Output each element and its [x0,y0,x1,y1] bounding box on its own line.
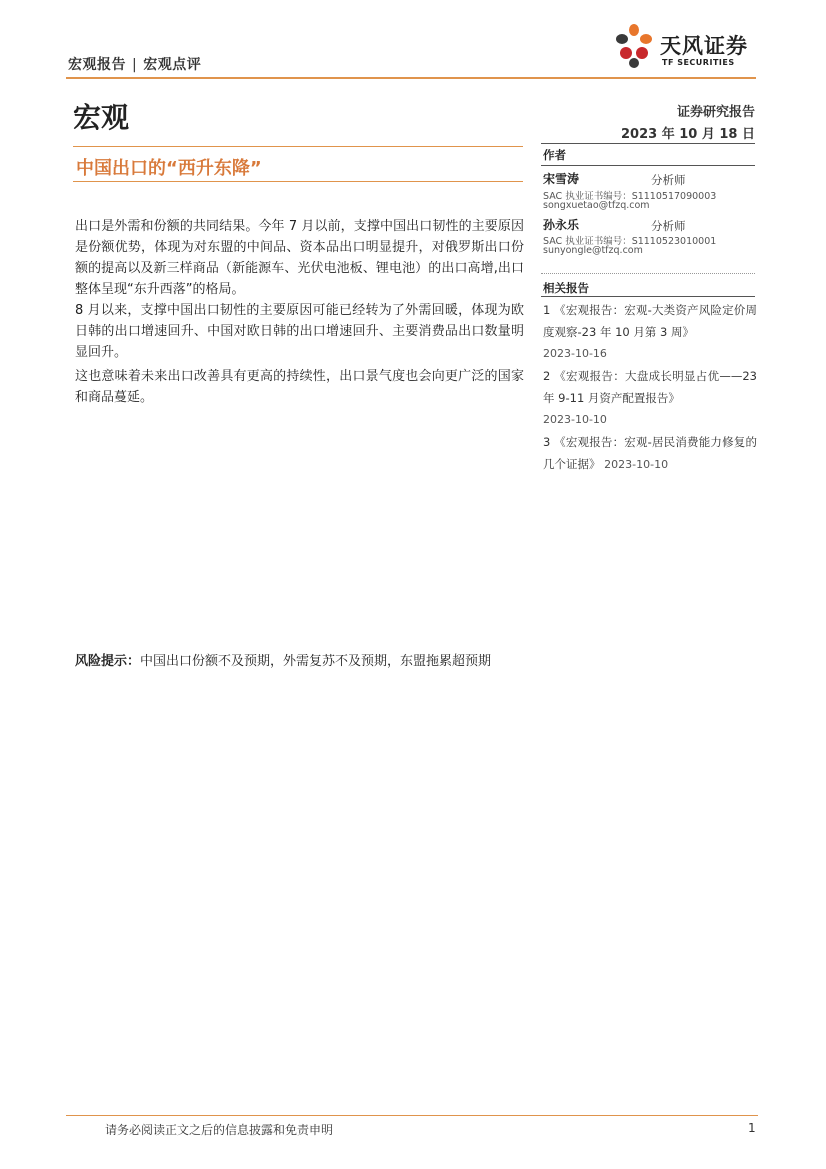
risk-warning [75,650,535,669]
report-date: 2023 年 10 月 18 日 [621,127,755,142]
footer-disclaimer: 请务必阅读正文之后的信息披露和免责申明 [105,1123,334,1137]
logo-name-en: TF SECURITIES [662,58,735,67]
authors-heading: 作者 [543,148,566,162]
related-report-date: 2023-10-16 [543,347,607,360]
related-report-date: 2023-10-10 [604,458,669,471]
logo-petal-left [616,34,628,44]
risk-text: 中国出口份额不及预期，外需复苏不及预期，东盟拖累超预期 [140,654,492,669]
body-paragraph-1: 出口是外需和份额的共同结果。今年 7 月以前，支撑中国出口韧性的主要原因是份额优势，体现为对东盟的中间品、资本品出口明显提升，对俄罗斯出口份额的提高以及新三样商品（新能源车、光伏电池板、锂电池）的出口高增,出口整体呈现“东升西落”的格局。 [75,219,524,297]
body-paragraph-2: 8 月以来，支撑中国出口韧性的主要原因可能已经转为了外需回暖，体现为欧日韩的出口增速回升、中国对欧日韩的出口增速回升、主要消费品出口数量明显回升。 [75,303,524,360]
author-sac-number: SAC 执业证书编号：S1110523010001 [543,236,717,247]
authors-rule [541,165,755,166]
related-report-link[interactable]: 2 《宏观报告：大盘成长明显占优——23 年 9-11 月资产配置报告》 [543,369,757,405]
related-reports-list [543,299,757,476]
footer-rule [66,1115,758,1116]
page-number: 1 [748,1121,756,1135]
risk-label: 风险提示： [75,654,141,669]
report-breadcrumb [68,54,201,74]
header-rule [66,77,756,79]
body-paragraph-3: 这也意味着未来出口改善具有更高的持续性，出口景气度也会向更广泛的国家和商品蔓延。 [75,369,524,405]
logo-petal-top [629,24,639,36]
logo-petal-bottom-left [620,47,632,59]
author-sac-number: SAC 执业证书编号：S1110517090003 [543,191,717,202]
breadcrumb-separator: | [132,57,138,73]
report-category: 宏观报告 [68,57,126,73]
author-role: 分析师 [651,219,686,233]
title-rule-bottom [73,181,523,182]
title-rule-top [73,146,523,147]
sidebar-rule-top [541,143,755,144]
author-email[interactable]: sunyongle@tfzq.com [543,245,643,256]
related-rule [541,296,755,297]
report-type: 证券研究报告 [676,105,755,120]
logo-petal-bottom [629,58,639,68]
author-email[interactable]: songxuetao@tfzq.com [543,200,650,211]
logo-name-cn: 天风证券 [660,34,748,58]
logo-petal-right [640,34,652,44]
report-title: 中国出口的“西升东降” [76,158,262,179]
logo-petal-bottom-right [636,47,648,59]
report-subcategory: 宏观点评 [143,57,202,73]
related-report-link[interactable]: 1 《宏观报告：宏观-大类资产风险定价周度观察-23 年 10 月第 3 周》 [543,303,757,339]
author-name: 宋雪涛 [543,172,580,186]
related-report-link[interactable]: 3 《宏观报告：宏观-居民消费能力修复的几个证据》 [543,435,757,471]
page-category: 宏观 [73,101,130,134]
author-role: 分析师 [651,173,686,187]
sidebar-divider [541,273,755,274]
related-report-item[interactable] [543,431,757,476]
author-name: 孙永乐 [543,218,580,232]
related-report-date: 2023-10-10 [543,413,607,426]
related-reports-heading: 相关报告 [543,281,589,295]
